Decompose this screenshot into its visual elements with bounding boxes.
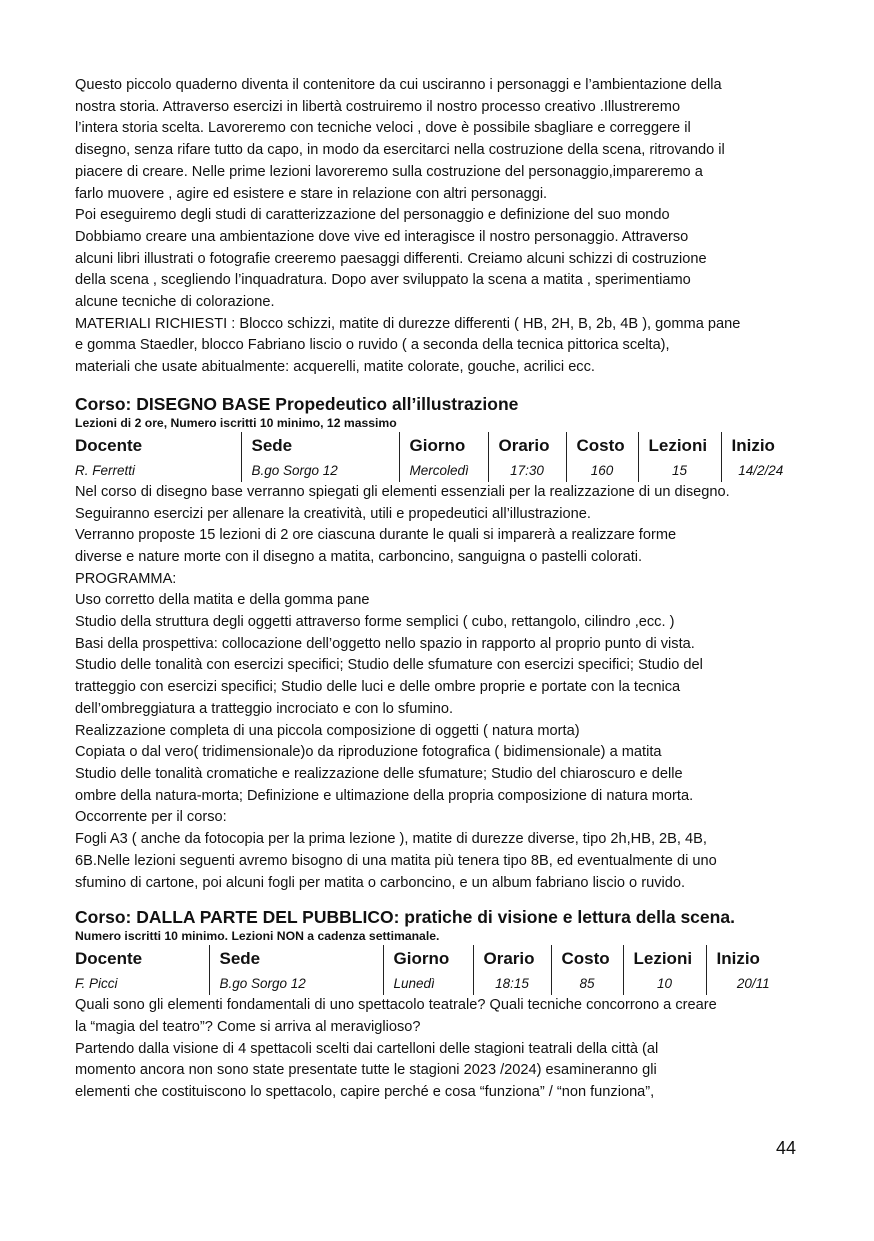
text-line: 6B.Nelle lezioni seguenti avremo bisogno di una matita più tenera tipo 8B, ed eventualmente di uno xyxy=(75,852,717,869)
text-line: alcuni libri illustrati o fotografie creeremo paesaggi differenti. Creiamo alcuni schizzi di costruzione xyxy=(75,250,707,267)
header-docente: Docente xyxy=(75,435,143,455)
text-line: Fogli A3 ( anche da fotocopia per la prima lezione ), matite di durezze diverse, tipo 2h,HB, 2B, 4B, xyxy=(75,831,707,848)
text-line: Nel corso di disegno base verranno spiegati gli elementi essenziali per la realizzazione di un disegno. xyxy=(75,483,730,500)
text-line: tratteggio con esercizi specifici; Studio delle luci e delle ombre proprie e portate con la tecnica xyxy=(75,679,681,696)
course-subtitle-disegno-base: Lezioni di 2 ore, Numero iscritti 10 minimo, 12 massimo xyxy=(75,415,397,430)
intro-text xyxy=(75,75,800,379)
course-title-disegno-base: Corso: DISEGNO BASE Propedeutico all’illustrazione xyxy=(75,393,519,414)
cell-costo: 160 xyxy=(566,459,638,482)
cell-orario: 17:30 xyxy=(488,459,566,482)
text-line: materiali che usate abitualmente: acquerelli, matite colorate, gouche, acrilici ecc. xyxy=(75,359,595,376)
course-subtitle-pubblico: Numero iscritti 10 minimo. Lezioni NON a cadenza settimanale. xyxy=(75,929,440,944)
table-header-row xyxy=(75,432,800,459)
text-line: Dobbiamo creare una ambientazione dove vive ed interagisce il nostro personaggio. Attraverso xyxy=(75,228,689,245)
header-orario: Orario xyxy=(473,945,551,972)
cell-sede: B.go Sorgo 12 xyxy=(241,459,399,482)
text-line: Realizzazione completa di una piccola composizione di oggetti ( natura morta) xyxy=(75,722,580,739)
text-line: PROGRAMMA: xyxy=(75,570,177,587)
text-line: Verranno proposte 15 lezioni di 2 ore ciascuna durante le quali si imparerà a realizzare forme xyxy=(75,527,677,544)
header-docente: Docente xyxy=(75,949,143,969)
header-costo: Costo xyxy=(566,432,638,459)
text-line: momento ancora non sono state presentate tutte le stagioni 2023 /2024) esamineranno gli xyxy=(75,1062,657,1079)
cell-sede: B.go Sorgo 12 xyxy=(209,972,383,995)
cell-lezioni: 10 xyxy=(623,972,706,995)
text-line: e gomma Staedler, blocco Fabriano liscio o ruvido ( a seconda della tecnica pittorica scelta), xyxy=(75,337,670,354)
text-line: Occorrente per il corso: xyxy=(75,809,227,826)
header-inizio: Inizio xyxy=(721,432,800,459)
text-line: Studio delle tonalità cromatiche e realizzazione delle sfumature; Studio del chiaroscuro e delle xyxy=(75,765,683,782)
cell-giorno: Mercoledì xyxy=(399,459,488,482)
cell-docente: F. Picci xyxy=(75,976,118,992)
course-title-pubblico: Corso: DALLA PARTE DEL PUBBLICO: pratiche di visione e lettura della scena. xyxy=(75,907,735,928)
text-line: Uso corretto della matita e della gomma pane xyxy=(75,592,370,609)
header-lezioni: Lezioni xyxy=(623,945,706,972)
text-line: dell’ombreggiatura a tratteggio incrociato e con lo sfumino. xyxy=(75,700,454,717)
cell-lezioni: 15 xyxy=(638,459,721,482)
text-line: della scena , scegliendo l’inquadratura. Dopo aver sviluppato la scena a matita , sperimentiamo xyxy=(75,272,691,289)
table-header-row xyxy=(75,945,800,972)
cell-costo: 85 xyxy=(551,972,623,995)
text-line: alcune tecniche di colorazione. xyxy=(75,294,275,311)
text-line: Basi della prospettiva: collocazione dell’oggetto nello spazio in rapporto al proprio punto di vista. xyxy=(75,635,695,652)
text-line: diverse e nature morte con il disegno a matita, carboncino, sanguigna o pastelli colorati. xyxy=(75,548,643,565)
header-costo: Costo xyxy=(551,945,623,972)
course-description-disegno-base xyxy=(75,482,800,894)
cell-inizio: 14/2/24 xyxy=(721,459,800,482)
table-row xyxy=(75,459,800,482)
text-line: Copiata o dal vero( tridimensionale)o da riproduzione fotografica ( bidimensionale) a matita xyxy=(75,744,662,761)
cell-orario: 18:15 xyxy=(473,972,551,995)
text-line: Studio delle tonalità con esercizi specifici; Studio delle sfumature con esercizi specifici; Studio del xyxy=(75,657,703,674)
text-line: la “magia del teatro”? Come si arriva al meraviglioso? xyxy=(75,1018,421,1035)
cell-docente: R. Ferretti xyxy=(75,462,136,478)
text-line: Questo piccolo quaderno diventa il contenitore da cui usciranno i personaggi e l’ambientazione della xyxy=(75,77,722,93)
course-description-pubblico xyxy=(75,995,800,1104)
course-info-table-pubblico xyxy=(75,945,800,995)
text-line: MATERIALI RICHIESTI : Blocco schizzi, matite di durezze differenti ( HB, 2H, B, 2b, 4B ), gomma pane xyxy=(75,315,741,332)
header-lezioni: Lezioni xyxy=(638,432,721,459)
course-info-table-disegno-base xyxy=(75,432,800,482)
cell-inizio: 20/11 xyxy=(706,972,800,995)
text-line: Quali sono gli elementi fondamentali di uno spettacolo teatrale? Quali tecniche concorrono a creare xyxy=(75,997,717,1014)
header-orario: Orario xyxy=(488,432,566,459)
text-line: piacere di creare. Nelle prime lezioni lavoreremo sulla costruzione del personaggio,impareremo a xyxy=(75,163,703,180)
header-giorno: Giorno xyxy=(399,432,488,459)
page-number: 44 xyxy=(776,1138,797,1158)
text-line: farlo muovere , agire ed esistere e stare in relazione con altri personaggi. xyxy=(75,185,548,202)
text-line: sfumino di cartone, poi alcuni fogli per matita o carboncino, e un album fabriano liscio o ruvido. xyxy=(75,874,686,891)
cell-giorno: Lunedì xyxy=(383,972,473,995)
text-line: ombre della natura-morta; Definizione e ultimazione della propria composizione di natura morta. xyxy=(75,787,694,804)
text-line: Seguiranno esercizi per allenare la creatività, utili e propedeutici all’illustrazione. xyxy=(75,505,591,522)
text-line: Poi eseguiremo degli studi di caratterizzazione del personaggio e definizione del suo mondo xyxy=(75,207,670,224)
text-line: elementi che costituiscono lo spettacolo, capire perché e cosa “funziona” / “non funziona”, xyxy=(75,1084,655,1101)
text-line: Studio della struttura degli oggetti attraverso forme semplici ( cubo, rettangolo, cilindro ,ecc. ) xyxy=(75,614,675,631)
text-line: l’intera storia scelta. Lavoreremo con tecniche veloci , dove è possibile sbagliare e correggere il xyxy=(75,120,691,137)
header-inizio: Inizio xyxy=(706,945,800,972)
document-page xyxy=(75,75,800,1104)
table-row xyxy=(75,972,800,995)
header-sede: Sede xyxy=(209,945,383,972)
header-giorno: Giorno xyxy=(383,945,473,972)
text-line: disegno, senza rifare tutto da capo, in modo da esercitarci nella costruzione della scena, ritrovando il xyxy=(75,142,725,159)
header-sede: Sede xyxy=(241,432,399,459)
text-line: nostra storia. Attraverso esercizi in libertà costruiremo il nostro processo creativo .Illustreremo xyxy=(75,98,681,115)
text-line: Partendo dalla visione di 4 spettacoli scelti dai cartelloni delle stagioni teatrali della città (al xyxy=(75,1040,659,1057)
